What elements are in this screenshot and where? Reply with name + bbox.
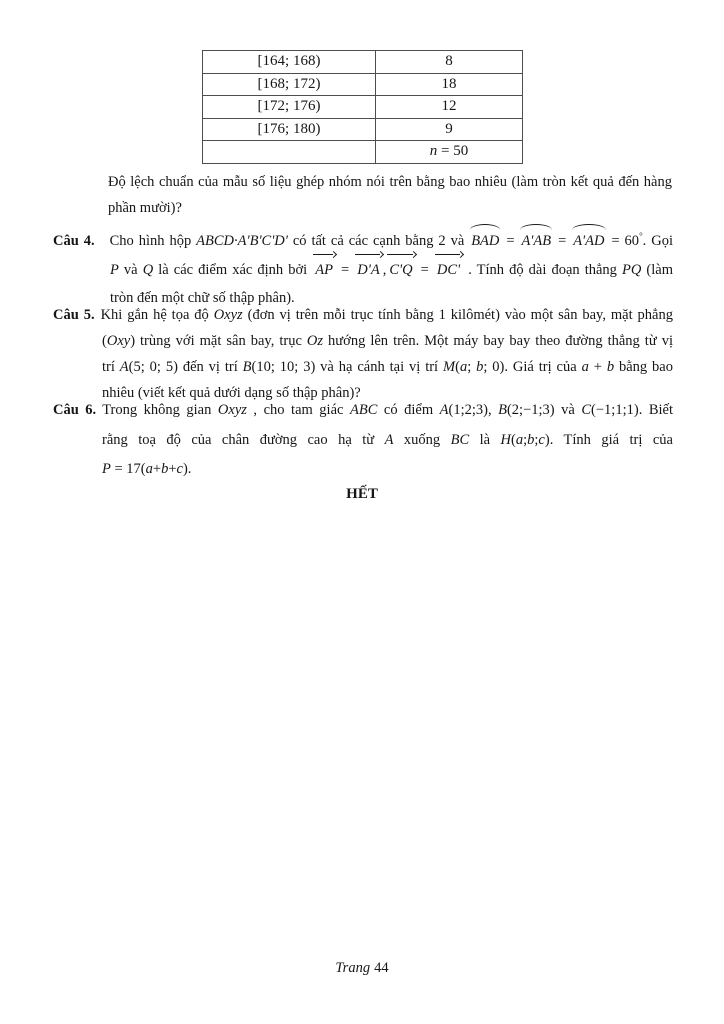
text-segment: là các điểm xác định bởi xyxy=(153,261,313,278)
text-segment: là xyxy=(469,431,501,448)
math-italic: c xyxy=(176,461,183,477)
math-italic: PQ xyxy=(621,261,642,278)
text-segment: ). Tính giá trị của xyxy=(544,431,673,448)
math-italic: c xyxy=(538,431,545,448)
question-5-line-3 xyxy=(53,354,673,380)
math-italic: b xyxy=(606,359,615,375)
degree-symbol: ° xyxy=(639,231,643,241)
table-row xyxy=(203,51,523,74)
text-segment: và xyxy=(554,402,582,418)
question-5-line-2 xyxy=(53,328,673,354)
question-6-line-3 xyxy=(53,455,673,485)
math-italic: B xyxy=(242,359,252,375)
text-segment: = 60 xyxy=(606,233,640,249)
frequency-cell: 18 xyxy=(376,73,523,96)
question-label: Câu 6. xyxy=(53,402,97,418)
text-segment: ( xyxy=(455,359,460,375)
total-cell xyxy=(376,141,523,164)
end-marker: HẾT xyxy=(346,486,378,502)
text-segment: ; 0). Giá trị của xyxy=(483,359,582,375)
paragraph-line: Độ lệch chuẩn của mẫu số liệu ghép nhóm nói trên bằng bao nhiêu (làm tròn kết quả đến hàng xyxy=(108,174,672,190)
text-segment: ( xyxy=(511,431,516,448)
text-segment: + xyxy=(588,359,607,375)
frequency-table xyxy=(202,50,523,164)
text-segment: và xyxy=(118,261,143,278)
question-label: Câu 4. xyxy=(53,233,95,249)
question-6-line-1 xyxy=(53,396,673,426)
math-italic: b xyxy=(527,431,535,448)
text-segment: (5; 0; 5) đến vị trí xyxy=(128,359,243,375)
question-5-line-4: nhiêu (viết kết quả dưới dạng số thập phân)? xyxy=(102,385,361,401)
text-segment: = xyxy=(501,233,520,249)
math-italic: C xyxy=(581,402,592,418)
math-italic: ABCD·A'B'C'D' xyxy=(196,233,288,249)
text-segment: ( xyxy=(102,333,107,349)
question-label: Câu 5. xyxy=(53,307,95,323)
text-segment: rằng toạ độ của chân đường cao hạ từ xyxy=(102,431,385,448)
vector-notation: D'A xyxy=(355,256,381,285)
text-segment: Cho hình hộp xyxy=(109,233,197,249)
question-6-line-2 xyxy=(53,426,673,456)
text-segment: ) trùng với mặt sân bay, trục xyxy=(130,333,307,349)
text-segment: có tất cả các cạnh bằng 2 và xyxy=(287,233,470,249)
text-segment: (−1;1;1) xyxy=(591,402,639,418)
text-segment: = 17( xyxy=(110,461,146,477)
frequency-cell: 8 xyxy=(376,51,523,74)
interval-cell: [164; 168) xyxy=(203,51,376,74)
math-italic: Oz xyxy=(306,333,324,349)
math-italic: H xyxy=(500,431,512,448)
text-segment: có điểm xyxy=(377,402,440,418)
text-segment: = xyxy=(415,261,434,278)
table-row xyxy=(203,73,523,96)
math-italic: B xyxy=(498,402,507,418)
math-italic: a xyxy=(581,359,589,375)
text-segment: trí xyxy=(102,359,120,375)
math-italic: A xyxy=(439,402,449,418)
text-segment: , xyxy=(382,261,387,278)
math-italic: b xyxy=(476,359,484,375)
question-5 xyxy=(53,302,673,406)
vector-notation: DC' xyxy=(435,256,462,285)
math-italic: a xyxy=(459,359,468,375)
paragraph-line: phần mười)? xyxy=(108,200,182,216)
math-italic: P xyxy=(102,461,111,477)
text-segment: . Tính độ dài đoạn thẳng xyxy=(463,261,622,278)
text-segment: (10; 10; 3) và hạ cánh tại vị trí xyxy=(251,359,443,375)
question-4-line-1 xyxy=(53,222,673,256)
math-italic: b xyxy=(161,461,169,477)
math-italic: a xyxy=(515,431,524,448)
footer-label: Trang xyxy=(335,960,371,976)
math-italic: A xyxy=(384,431,394,448)
vector-notation: C'Q xyxy=(387,256,414,285)
text-segment: + xyxy=(152,461,162,477)
math-italic: A xyxy=(119,359,129,375)
math-italic: BC xyxy=(450,431,470,448)
text-segment: + xyxy=(168,461,177,477)
table-row xyxy=(203,118,523,141)
text-segment: ; xyxy=(523,431,528,448)
question-4 xyxy=(53,222,673,313)
text-segment: . Biết xyxy=(638,402,673,418)
text-segment: xuống xyxy=(393,431,451,448)
text-segment: hướng lên trên. Một máy bay bay theo đường thẳng từ vị xyxy=(323,333,673,349)
page-number: 44 xyxy=(374,960,389,976)
question-6 xyxy=(53,396,673,485)
text-segment: Khi gắn hệ tọa độ xyxy=(100,307,214,323)
question-4-line-2 xyxy=(53,256,673,285)
angle-hat: A'AB xyxy=(519,227,553,256)
text-segment: (làm xyxy=(641,261,673,278)
math-italic: P xyxy=(110,261,119,278)
text-segment: (2;−1;3) xyxy=(506,402,555,418)
text-segment: ). xyxy=(182,461,192,477)
math-italic: ABC xyxy=(349,402,378,418)
vector-notation: AP xyxy=(313,256,335,285)
text-segment: = xyxy=(553,233,572,249)
text-segment: ; xyxy=(534,431,539,448)
interval-cell xyxy=(203,141,376,164)
angle-hat: BAD xyxy=(469,227,501,256)
text-segment: , cho tam giác xyxy=(246,402,350,418)
question-3-continuation xyxy=(108,169,672,221)
table-total-row xyxy=(203,141,523,164)
math-italic: Oxyz xyxy=(217,402,247,418)
text-segment: = xyxy=(335,261,355,278)
question-5-line-1 xyxy=(53,302,673,328)
question-4-line-3: tròn đến một chữ số thập phân). xyxy=(110,290,295,306)
interval-cell: [172; 176) xyxy=(203,96,376,119)
table-row xyxy=(203,96,523,119)
math-italic: a xyxy=(145,461,153,477)
text-segment: ; xyxy=(467,359,477,375)
math-italic: n xyxy=(429,143,438,160)
math-italic: M xyxy=(443,359,456,375)
frequency-cell: 12 xyxy=(376,96,523,119)
math-italic: Q xyxy=(142,261,154,278)
text-segment: = 50 xyxy=(437,143,469,160)
text-segment: (1;2;3), xyxy=(448,402,499,418)
text-segment: Trong không gian xyxy=(102,402,218,418)
text-segment: . Gọi xyxy=(642,233,673,249)
interval-cell: [168; 172) xyxy=(203,73,376,96)
frequency-cell: 9 xyxy=(376,118,523,141)
text-segment: bằng bao xyxy=(614,359,673,375)
interval-cell: [176; 180) xyxy=(203,118,376,141)
math-italic: Oxyz xyxy=(213,307,243,323)
angle-hat: A'AD xyxy=(571,227,606,256)
math-italic: Oxy xyxy=(106,333,131,349)
text-segment: (đơn vị trên mỗi trục tính bằng 1 kilômét) vào một sân bay, mặt phẳng xyxy=(242,307,673,323)
page-footer xyxy=(0,960,724,977)
